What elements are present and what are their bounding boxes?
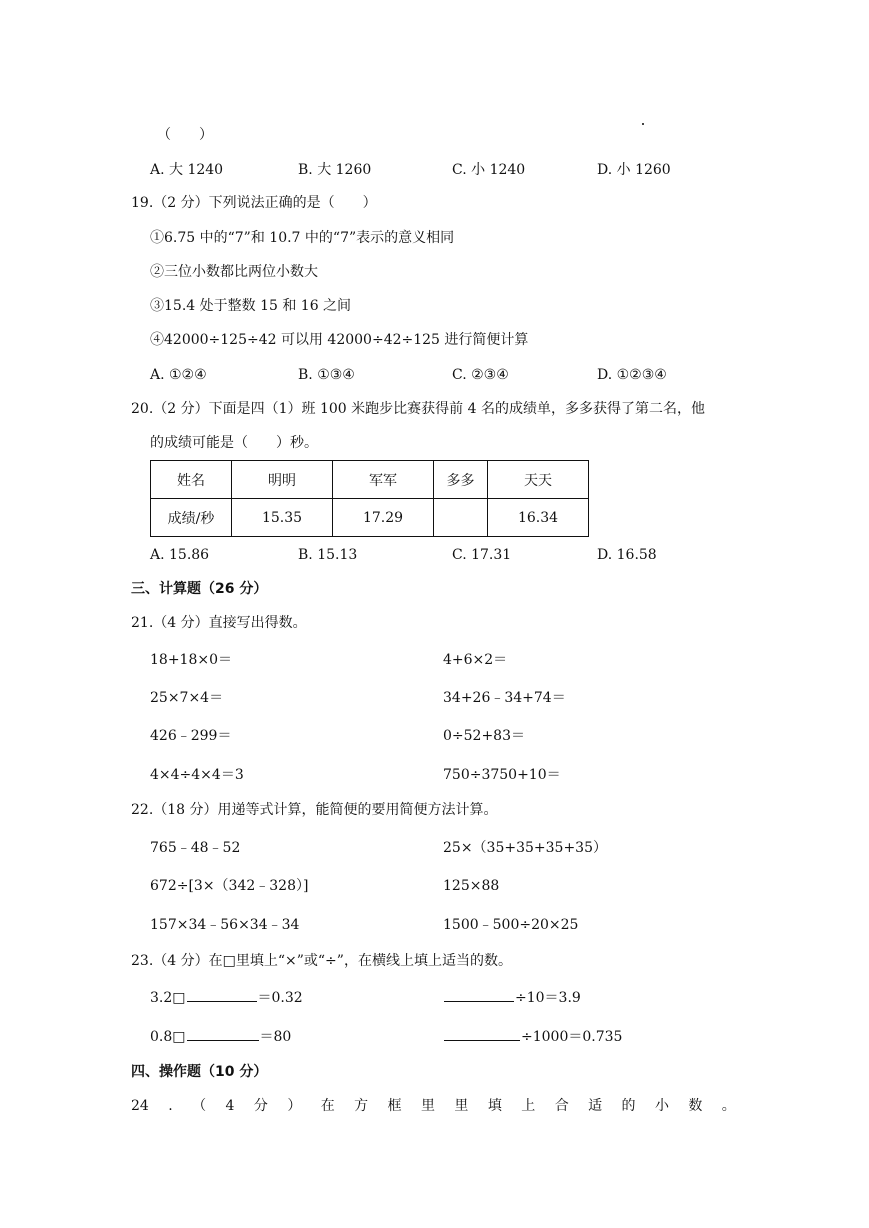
q18-option-c: C. 小 1240	[452, 162, 526, 178]
table-cell: 多多	[434, 461, 488, 499]
q24-char: 数	[688, 1098, 703, 1114]
q24-char: 里	[454, 1098, 469, 1114]
q20-option-d: D. 16.58	[597, 547, 657, 563]
score-table	[150, 460, 589, 537]
q23-stem: 23.（4 分）在□里填上“×”或“÷”，在横线上填上适当的数。	[131, 953, 512, 969]
q24-char: 方	[354, 1098, 369, 1114]
q20-option-c: C. 17.31	[452, 547, 512, 563]
q24-char: 适	[588, 1098, 603, 1114]
table-cell: 17.29	[333, 499, 434, 537]
answer-blank[interactable]	[444, 988, 514, 1002]
q21-stem: 21.（4 分）直接写出得数。	[131, 615, 307, 631]
answer-blank[interactable]	[187, 988, 257, 1002]
q23-row2-left	[150, 1027, 291, 1046]
q21-right-4: 750÷3750+10＝	[443, 767, 561, 783]
q21-right-1: 4+6×2＝	[443, 652, 508, 668]
q19-statement-1: ①6.75 中的“7”和 10.7 中的“7”表示的意义相同	[150, 230, 455, 246]
q24-char: 分	[253, 1098, 268, 1114]
score-table-header-row	[151, 461, 589, 499]
q24-char: ）	[287, 1098, 302, 1114]
q23-row2-left-prefix: 0.8□	[150, 1029, 186, 1045]
table-cell	[434, 499, 488, 537]
q22-right-3: 1500﹣500÷20×25	[443, 917, 579, 933]
q18-option-b: B. 大 1260	[298, 162, 372, 178]
q23-row1-left-suffix: ＝0.32	[257, 990, 303, 1006]
q22-right-1: 25×（35+35+35+35）	[443, 840, 607, 856]
q20-option-a: A. 15.86	[150, 547, 210, 563]
table-cell: 成绩/秒	[151, 499, 232, 537]
q24-char: 上	[521, 1098, 536, 1114]
q22-left-1: 765﹣48﹣52	[150, 840, 241, 856]
q21-right-3: 0÷52+83＝	[443, 728, 525, 744]
q22-left-2: 672÷[3×（342﹣328）]	[150, 878, 309, 894]
q18-stem-tail: （ ）	[157, 127, 213, 143]
q23-row1-left	[150, 988, 303, 1007]
q24-char: （	[192, 1098, 207, 1114]
q22-right-2: 125×88	[443, 878, 500, 894]
section-4-title: 四、操作题（10 分）	[131, 1064, 268, 1080]
q24-char: .	[168, 1098, 173, 1114]
score-table-data-row	[151, 499, 589, 537]
table-cell: 军军	[333, 461, 434, 499]
q19-option-b: B. ①③④	[298, 367, 355, 383]
q24-char: 填	[487, 1098, 502, 1114]
section-3-title: 三、计算题（26 分）	[131, 581, 268, 597]
table-cell: 16.34	[488, 499, 589, 537]
q24-char: 。	[721, 1098, 736, 1114]
q23-row1-right	[443, 988, 581, 1007]
q23-row2-left-suffix: ＝80	[259, 1029, 292, 1045]
q21-left-3: 426﹣299＝	[150, 728, 232, 744]
q23-row2-right	[443, 1027, 622, 1046]
q20-stem-line2: 的成绩可能是（ ）秒。	[150, 435, 318, 451]
q23-row2-right-suffix: ÷1000＝0.735	[521, 1029, 623, 1045]
q24-char: 里	[421, 1098, 435, 1114]
q22-left-3: 157×34﹣56×34﹣34	[150, 917, 300, 933]
q23-row1-left-prefix: 3.2□	[150, 990, 186, 1006]
q19-statement-2: ②三位小数都比两位小数大	[150, 264, 318, 280]
q20-option-b: B. 15.13	[298, 547, 358, 563]
q22-stem: 22.（18 分）用递等式计算，能简便的要用简便方法计算。	[131, 802, 498, 818]
q24-char: 小	[654, 1098, 669, 1114]
q24-stem	[131, 1097, 736, 1115]
q20-stem-line1: 20.（2 分）下面是四（1）班 100 米跑步比赛获得前 4 名的成绩单，多多获得了第二名，他	[131, 401, 705, 417]
q21-left-4: 4×4÷4×4＝3	[150, 767, 244, 783]
q21-left-2: 25×7×4＝	[150, 690, 224, 706]
q19-statement-4: ④42000÷125÷42 可以用 42000÷42÷125 进行简便计算	[150, 332, 529, 348]
q18-option-d: D. 小 1260	[597, 162, 671, 178]
answer-blank[interactable]	[444, 1027, 520, 1041]
q19-stem: 19.（2 分）下列说法正确的是（ ）	[131, 195, 377, 211]
q24-char: 的	[621, 1098, 636, 1114]
q24-char: 在	[320, 1098, 335, 1114]
q19-option-a: A. ①②④	[150, 367, 207, 383]
q24-char: 合	[554, 1098, 569, 1114]
stray-dot	[642, 123, 644, 125]
q24-char: 框	[387, 1098, 402, 1114]
table-cell: 天天	[488, 461, 589, 499]
table-cell: 姓名	[151, 461, 232, 499]
q23-row1-right-suffix: ÷10＝3.9	[515, 990, 581, 1006]
q24-char: 4	[225, 1098, 235, 1114]
table-cell: 15.35	[232, 499, 333, 537]
q19-option-d: D. ①②③④	[597, 367, 667, 383]
q24-char: 24	[131, 1098, 149, 1114]
table-cell: 明明	[232, 461, 333, 499]
answer-blank[interactable]	[187, 1027, 259, 1041]
q19-statement-3: ③15.4 处于整数 15 和 16 之间	[150, 298, 352, 314]
q21-left-1: 18+18×0＝	[150, 652, 232, 668]
q18-option-a: A. 大 1240	[150, 162, 224, 178]
q19-option-c: C. ②③④	[452, 367, 509, 383]
q21-right-2: 34+26﹣34+74＝	[443, 690, 566, 706]
